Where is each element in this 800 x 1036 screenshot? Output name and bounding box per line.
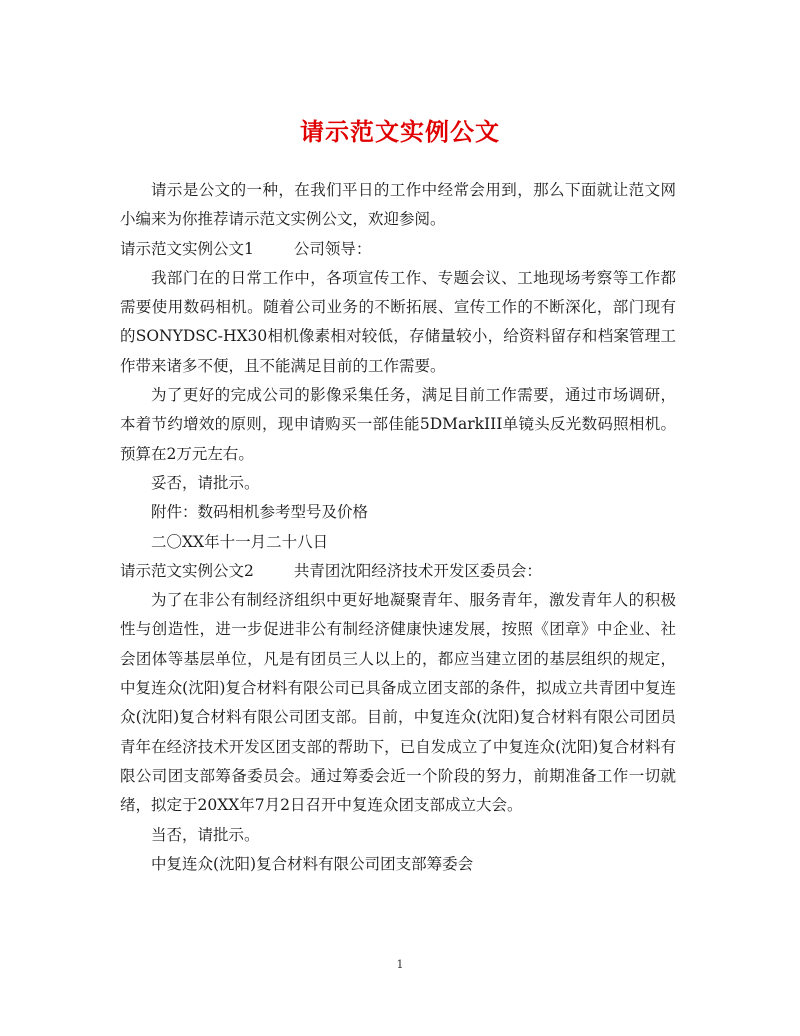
example1-paragraph-1: 我部门在的日常工作中，各项宣传工作、专题会议、工地现场考察等工作都需要使用数码相机。随着公司业务的不断拓展、宣传工作的不断深化，部门现有的SONYDSC-HX30相机像素相对较低，存储量较小，给资料留存和档案管理工作带来诸多不便，且不能满足目前的工作需要。	[120, 268, 676, 375]
example2-addressee: 共青团沈阳经济技术开发区委员会：	[293, 561, 542, 580]
example1-paragraph-2: 为了更好的完成公司的影像采集任务，满足目前工作需要，通过市场调研，本着节约增效的原则，现申请购买一部佳能5DMarkIII单镜头反光数码照相机。预算在2万元左右。	[120, 386, 676, 463]
example1-date: 二〇XX年十一月二十八日	[151, 532, 329, 551]
page-number: 1	[396, 958, 404, 971]
example2-paragraph-1: 为了在非公有制经济组织中更好地凝聚青年、服务青年，激发青年人的积极性与创造性，进一步促进非公有制经济健康快速发展，按照《团章》中企业、社会团体等基层单位，凡是有团员三人以上的，都应当建立团的基层组织的规定，中复连众(沈阳)复合材料有限公司已具备成立团支部的条件，拟成立共青团中复连众(沈阳)复合材料有限公司团支部。目前，中复连众(沈阳)复合材料有限公司团员青年在经济技术开发区团支部的帮助下，已自发成立了中复连众(沈阳)复合材料有限公司团支部筹备委员会。通过筹委会近一个阶段的努力，前期准备工作一切就绪，拟定于20XX年7月2日召开中复连众团支部成立大会。	[120, 591, 676, 815]
example1-attachment: 附件：数码相机参考型号及价格	[151, 503, 369, 522]
example1-closing: 妥否，请批示。	[151, 473, 260, 492]
document-title: 请示范文实例公文	[300, 117, 500, 146]
example1-addressee: 公司领导：	[293, 239, 372, 258]
document-body	[120, 176, 676, 879]
example2-heading-line	[120, 557, 676, 586]
example2-closing: 当否，请批示。	[151, 825, 260, 844]
intro-paragraph: 请示是公文的一种，在我们平日的工作中经常会用到，那么下面就让范文网小编来为你推荐请示范文实例公文，欢迎参阅。	[120, 181, 676, 229]
example2-heading: 请示范文实例公文2	[120, 561, 254, 580]
example1-heading-line	[120, 235, 676, 264]
example2-signature: 中复连众(沈阳)复合材料有限公司团支部筹委会	[151, 854, 474, 873]
example1-heading: 请示范文实例公文1	[120, 239, 254, 258]
